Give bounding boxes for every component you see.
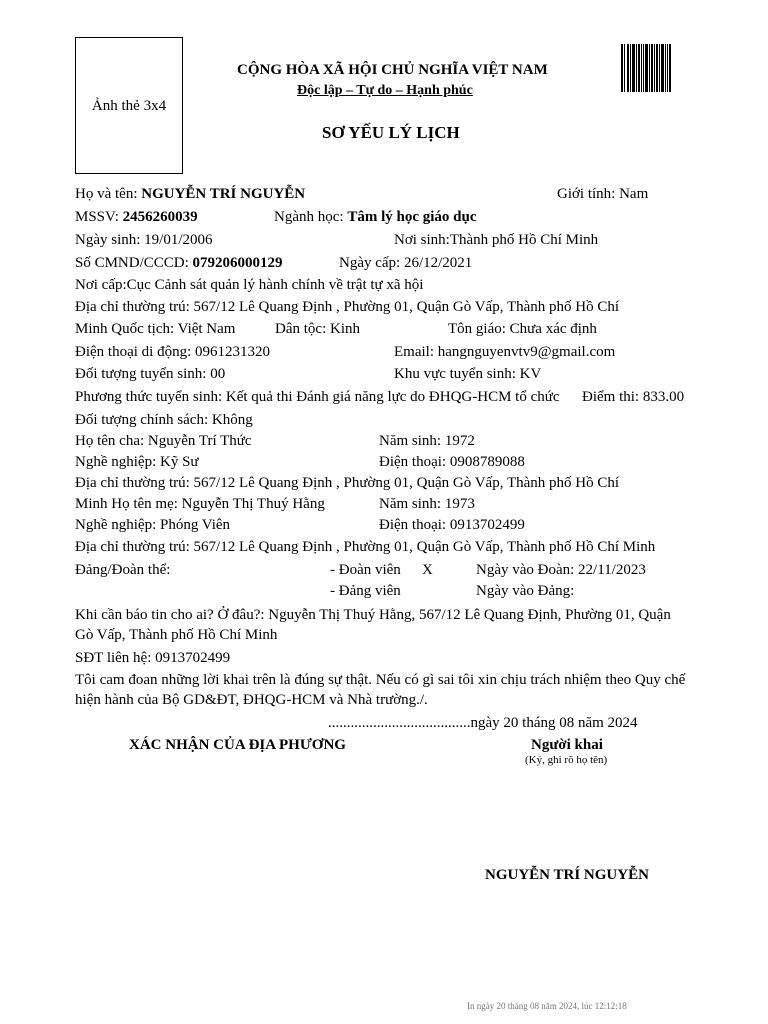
party-member: - Đảng viên [330, 583, 401, 599]
father-phone: Điện thoại: 0908789088 [379, 454, 525, 470]
pledge-line2: hiện hành của Bộ GD&ĐT, ĐHQG-HCM và Nhà trường./. [75, 692, 428, 708]
contact-phone: SĐT liên hệ: 0913702499 [75, 650, 231, 666]
pob: Nơi sinh:Thành phố Hồ Chí Minh [394, 232, 599, 248]
union-mark: X [422, 562, 433, 578]
contact-line1: Khi cần báo tin cho ai? Ở đâu?: Nguyễn Thị Thuý Hằng, 567/12 Lê Quang Định, Phường 01, Quận [75, 607, 671, 623]
major-row [274, 208, 477, 226]
mssv-value: 2456260039 [122, 209, 198, 225]
union-date: Ngày vào Đoàn: 22/11/2023 [476, 562, 646, 578]
admission-method: Phương thức tuyển sinh: Kết quả thi Đánh giá năng lực do ĐHQG-HCM tổ chức [75, 389, 560, 405]
father-address-line2: Minh Họ tên mẹ: Nguyễn Thị Thuý Hằng [75, 496, 325, 512]
father-address-line1: Địa chỉ thường trú: 567/12 Lê Quang Định , Phường 01, Quận Gò Vấp, Thành phố Hồ Chí [75, 475, 620, 491]
local-confirmation: XÁC NHẬN CỦA ĐỊA PHƯƠNG [129, 737, 346, 753]
mother-phone: Điện thoại: 0913702499 [379, 517, 525, 533]
father-name: Họ tên cha: Nguyễn Trí Thức [75, 433, 252, 449]
document-title: SƠ YẾU LÝ LỊCH [322, 123, 460, 142]
issue-date: Ngày cấp: 26/12/2021 [339, 255, 473, 271]
religion: Tôn giáo: Chưa xác định [448, 321, 597, 337]
mother-birth-year: Năm sinh: 1973 [379, 496, 475, 512]
address-line2: Minh Quốc tịch: Việt Nam [75, 321, 236, 337]
mother-job: Nghề nghiệp: Phóng Viên [75, 517, 231, 533]
admission-group: Đối tượng tuyển sinh: 00 [75, 366, 226, 382]
admission-area: Khu vực tuyển sinh: KV [394, 366, 542, 382]
major-label: Ngành học: [274, 209, 348, 225]
major-value: Tâm lý học giáo dục [347, 209, 477, 225]
ethnicity: Dân tộc: Kinh [275, 321, 360, 337]
print-timestamp: In ngày 20 tháng 08 năm 2024, lúc 12:12:18 [467, 1001, 627, 1011]
exam-score: Điểm thi: 833.00 [582, 389, 685, 405]
nation-heading: CỘNG HÒA XÃ HỘI CHỦ NGHĨA VIỆT NAM [237, 62, 548, 78]
mssv-label: MSSV: [75, 209, 123, 225]
id-row [75, 254, 283, 272]
dob: Ngày sinh: 19/01/2006 [75, 232, 213, 248]
id-value: 079206000129 [192, 255, 283, 271]
pledge-line1: Tôi cam đoan những lời khai trên là đúng sự thật. Nếu có gì sai tôi xin chịu trách nhiệm theo Quy chế [75, 672, 686, 688]
barcode-icon [621, 44, 671, 92]
photo-label: Ảnh thẻ 3x4 [91, 98, 167, 114]
id-label: Số CMND/CCCD: [75, 255, 193, 271]
student-name: NGUYỄN TRÍ NGUYỄN [141, 186, 306, 202]
name-row [75, 185, 305, 203]
name-label: Họ và tên: [75, 186, 142, 202]
mother-address: Địa chỉ thường trú: 567/12 Lê Quang Định , Phường 01, Quận Gò Vấp, Thành phố Hồ Chí Minh [75, 539, 656, 555]
motto: Độc lập – Tự do – Hạnh phúc [297, 83, 473, 98]
father-job: Nghề nghiệp: Kỹ Sư [75, 454, 199, 470]
party-label: Đảng/Đoàn thể: [75, 562, 171, 578]
email: Email: hangnguyenvtv9@gmail.com [394, 344, 616, 360]
party-date: Ngày vào Đảng: [476, 583, 575, 599]
declarant-note: (Ký, ghi rõ họ tên) [525, 754, 608, 766]
gender: Giới tính: Nam [557, 186, 649, 202]
photo-placeholder [75, 37, 183, 174]
signature-date: ......................................ngày 20 tháng 08 năm 2024 [328, 715, 638, 731]
declarant-label: Người khai [531, 737, 603, 753]
declarant-name: NGUYỄN TRÍ NGUYỄN [485, 867, 649, 883]
policy-group: Đối tượng chính sách: Không [75, 412, 253, 428]
union-member: - Đoàn viên [330, 562, 401, 578]
address-line1: Địa chỉ thường trú: 567/12 Lê Quang Định , Phường 01, Quận Gò Vấp, Thành phố Hồ Chí [75, 299, 620, 315]
mobile-phone: Điện thoại di động: 0961231320 [75, 344, 270, 360]
contact-line2: Gò Vấp, Thành phố Hồ Chí Minh [75, 627, 278, 643]
father-birth-year: Năm sinh: 1972 [379, 433, 475, 449]
issue-place: Nơi cấp:Cục Cảnh sát quản lý hành chính về trật tự xã hội [75, 277, 424, 293]
mssv-row [75, 208, 198, 226]
